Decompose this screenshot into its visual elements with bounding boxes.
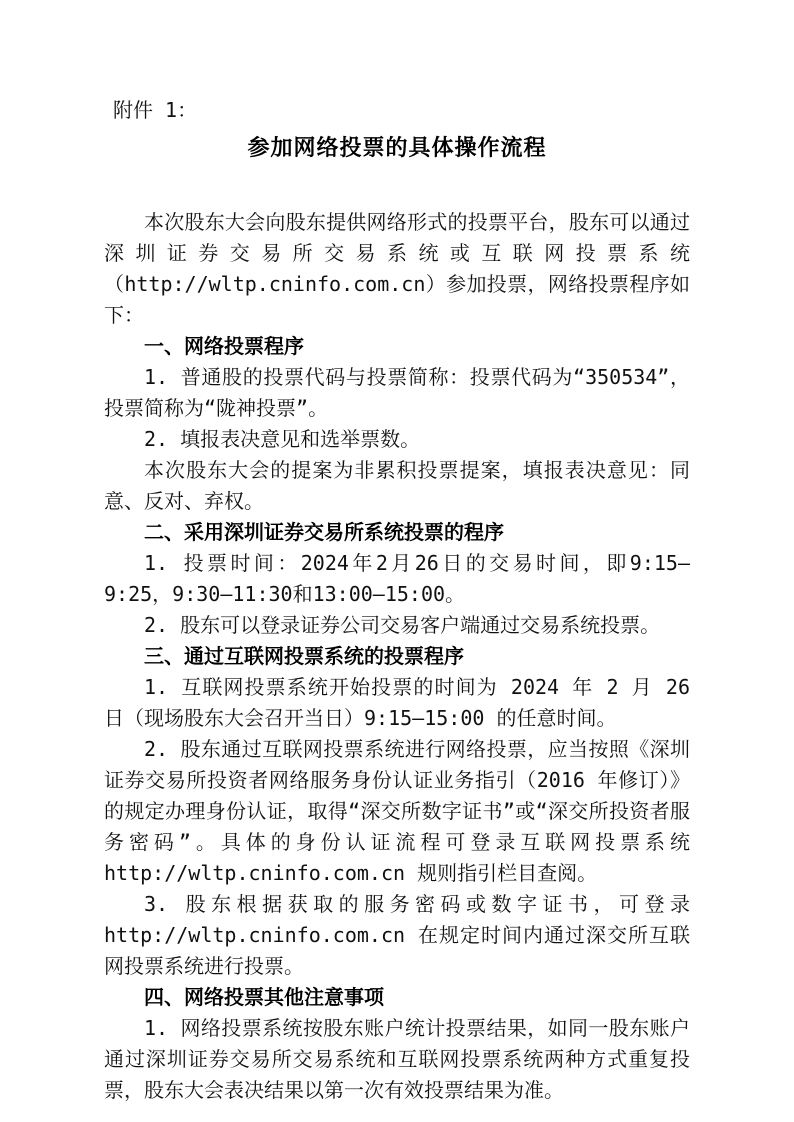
section-4-para-1: 1. 网络投票系统按股东账户统计投票结果，如同一股东账户通过深圳证券交易所交易系统和互联网投票系统两种方式重复投票，股东大会表决结果以第一次有效投票结果为准。 [104, 1016, 690, 1102]
attachment-label: 附件 1： [113, 98, 198, 122]
section-3-para-2: 2. 股东通过互联网投票系统进行网络投票，应当按照《深圳证券交易所投资者网络服务身份认证业务指引（2016 年修订）》的规定办理身份认证，取得“深交所数字证书”或“深交所投资者服务密码”。具体的身份认证流程可登录互联网投票系统 http://wltp.cninfo.com.cn 规则指引栏目查阅。 [104, 737, 690, 885]
section-3-para-3: 3. 股东根据获取的服务密码或数字证书，可登录 http://wltp.cninfo.com.cn 在规定时间内通过深交所互联网投票系统进行投票。 [104, 892, 690, 978]
page-title: 参加网络投票的具体操作流程 [247, 136, 547, 161]
section-2-heading: 二、采用深圳证券交易所系统投票的程序 [144, 520, 504, 544]
section-1-para-2: 2. 填报表决意见和选举票数。 [144, 427, 421, 451]
section-2-para-2: 2. 股东可以登录证券公司交易客户端通过交易系统投票。 [144, 613, 661, 637]
section-3-para-1: 1. 互联网投票系统开始投票的时间为 2024 年 2 月 26 日（现场股东大会召开当日）9:15—15:00 的任意时间。 [104, 675, 690, 730]
section-2-para-1: 1. 投票时间：2024年2月26日的交易时间，即9:15—9:25，9:30—11:30和13:00—15:00。 [104, 551, 690, 606]
section-1-heading: 一、网络投票程序 [144, 334, 304, 358]
section-4-heading: 四、网络投票其他注意事项 [144, 985, 384, 1009]
intro-paragraph: 本次股东大会向股东提供网络形式的投票平台，股东可以通过深圳证券交易所交易系统或互联网投票系统（http://wltp.cninfo.com.cn）参加投票，网络投票程序如下： [104, 210, 690, 327]
document-body [104, 95, 690, 1106]
section-1-para-3: 本次股东大会的提案为非累积投票提案，填报表决意见：同意、反对、弃权。 [104, 458, 690, 513]
section-1-para-1: 1. 普通股的投票代码与投票简称：投票代码为“350534”，投票简称为“陇神投票”。 [104, 365, 690, 420]
section-3-heading: 三、通过互联网投票系统的投票程序 [144, 644, 464, 668]
